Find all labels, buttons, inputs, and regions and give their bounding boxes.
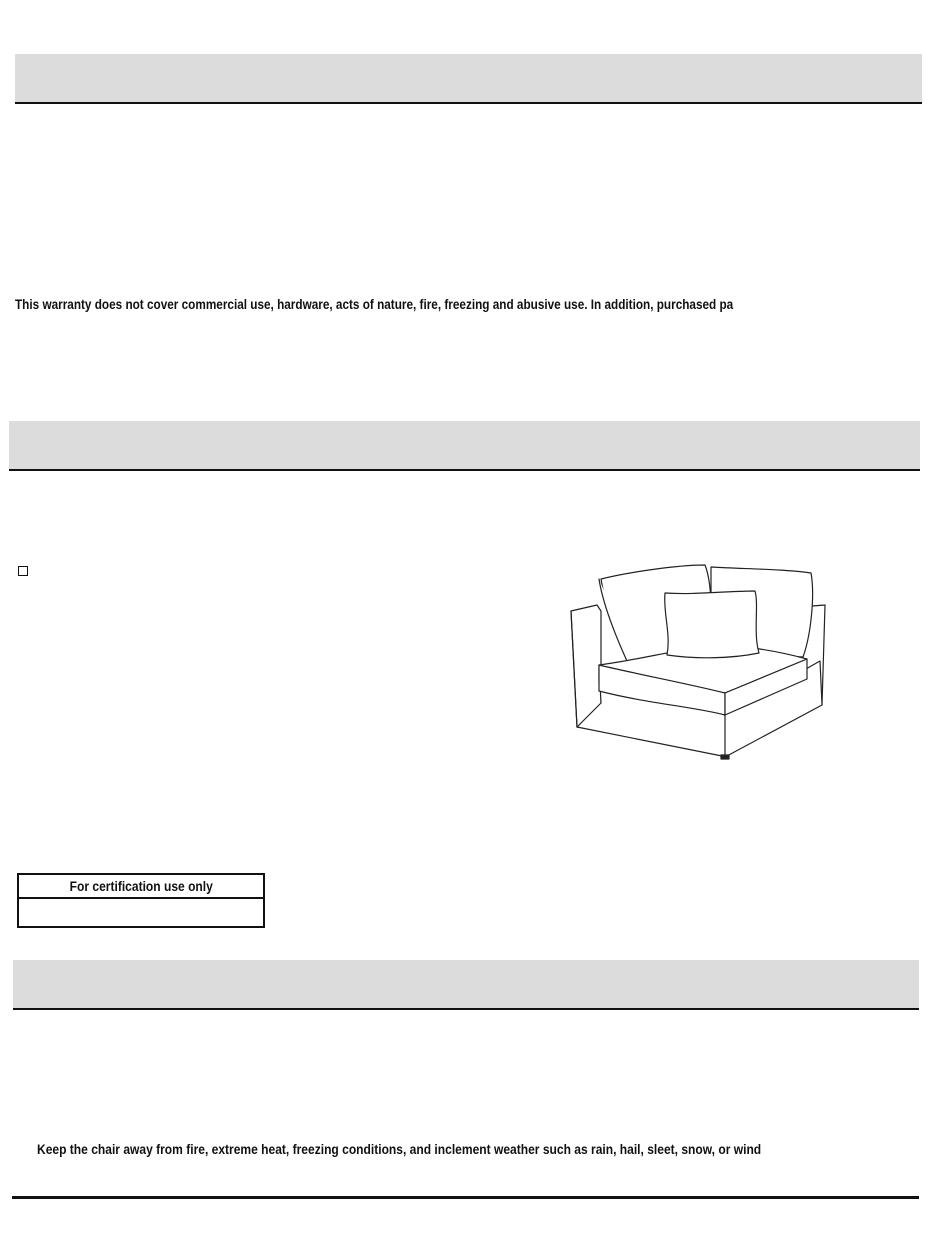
checkbox[interactable] <box>18 566 28 576</box>
certification-box <box>17 873 265 928</box>
section-header-band-care <box>13 960 919 1010</box>
bottom-divider <box>12 1196 919 1199</box>
section-header-band-warranty <box>15 54 922 104</box>
care-notice-text: Keep the chair away from fire, extreme heat, freezing conditions, and inclement weather such as rain, hail, sleet, snow, or wind <box>37 1141 762 1157</box>
certification-header <box>19 875 263 899</box>
certification-header-label: For certification use only <box>69 878 213 894</box>
corner-chair-illustration <box>555 555 835 765</box>
section-header-band-product <box>9 421 920 471</box>
warranty-notice-text: This warranty does not cover commercial use, hardware, acts of nature, fire, freezing and abusive use. In addition, purchased pa <box>15 296 734 312</box>
